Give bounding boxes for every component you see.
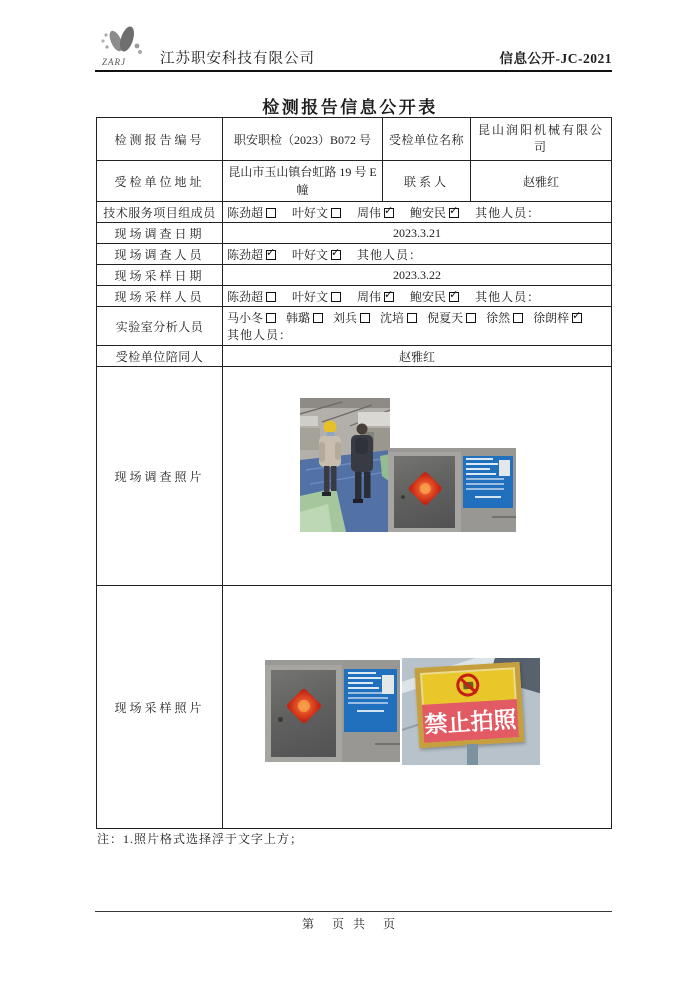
member-name: 陈劲超	[227, 247, 264, 262]
member	[357, 204, 394, 221]
unit-name-label: 受检单位名称	[383, 118, 471, 161]
table-row	[97, 346, 612, 367]
sampling-photo-no-photography-sign	[402, 658, 540, 765]
footnote: 注：1.照片格式选择浮于文字上方；	[97, 832, 304, 846]
door-glass	[394, 456, 455, 528]
sampling-staff-members	[223, 286, 612, 307]
member-name: 沈培	[380, 311, 405, 325]
door-handle	[278, 717, 283, 722]
checkbox-checked-icon	[572, 313, 582, 323]
tech-team-members	[223, 202, 612, 223]
sign-frame	[415, 662, 525, 749]
glass-door	[265, 665, 342, 762]
member	[333, 309, 370, 326]
checkbox-checked-icon	[449, 208, 459, 218]
wall-seam	[375, 743, 400, 745]
member-name: 马小冬	[227, 311, 264, 325]
member	[533, 309, 582, 326]
other-staff-label: 其他人员：	[475, 289, 541, 304]
checkbox-checked-icon	[266, 250, 276, 260]
unit-name-value: 昆山润阳机械有限公司	[471, 118, 612, 161]
member-name: 叶好文	[292, 247, 329, 262]
survey-photo-entrance-door	[388, 448, 516, 532]
member-name: 韩璐	[286, 311, 311, 325]
info-signboard	[344, 669, 396, 732]
disclosure-form-table	[96, 117, 612, 829]
table-row	[97, 265, 612, 286]
door-glass	[271, 670, 336, 757]
member-name: 周伟	[357, 289, 382, 304]
report-number-value: 职安职检（2023）B072 号	[223, 118, 383, 161]
checkbox-unchecked-icon	[466, 313, 476, 323]
fu-ornament	[408, 470, 443, 505]
footer-divider	[95, 911, 612, 912]
member	[227, 288, 276, 305]
prohibition-slash	[459, 678, 477, 695]
survey-photos-cell	[223, 367, 612, 586]
checkbox-unchecked-icon	[513, 313, 523, 323]
member	[227, 246, 276, 263]
survey-photo-factory-workers	[300, 398, 390, 532]
member	[227, 309, 276, 326]
other-staff-label: 其他人员：	[227, 328, 293, 342]
survey-photos-label: 现场调查照片	[97, 367, 223, 586]
page-number-text: 第 页 共 页	[301, 917, 398, 931]
checkbox-unchecked-icon	[331, 292, 341, 302]
checkbox-checked-icon	[384, 292, 394, 302]
member	[357, 288, 394, 305]
checkbox-checked-icon	[331, 250, 341, 260]
contact-value: 赵雅红	[471, 161, 612, 202]
sampling-staff-label: 现场采样人员	[97, 286, 223, 307]
logo-text: ZARJ	[102, 57, 126, 67]
checkbox-unchecked-icon	[313, 313, 323, 323]
table-row	[97, 161, 612, 202]
member	[486, 309, 523, 326]
table-row	[97, 286, 612, 307]
member	[380, 309, 417, 326]
lab-staff-line2	[227, 326, 607, 343]
checkbox-checked-icon	[384, 208, 394, 218]
lab-staff-members	[223, 307, 612, 346]
member-name: 徐朗梓	[533, 311, 570, 325]
table-row	[97, 118, 612, 161]
door-handle	[401, 495, 405, 499]
member-name: 鲍安民	[410, 289, 447, 304]
checkbox-unchecked-icon	[266, 208, 276, 218]
checkbox-unchecked-icon	[266, 292, 276, 302]
lab-staff-line1	[227, 309, 607, 326]
member	[292, 204, 341, 221]
member	[410, 288, 459, 305]
unit-address-label: 受检单位地址	[97, 161, 223, 202]
member-name: 叶好文	[292, 205, 329, 220]
wall-seam	[492, 516, 516, 518]
no-photography-text: 禁止拍照	[423, 707, 518, 739]
sign-pole	[467, 744, 478, 765]
glass-door	[388, 452, 461, 532]
wall	[342, 660, 400, 762]
checkbox-checked-icon	[449, 292, 459, 302]
header-divider	[95, 70, 612, 72]
member	[227, 204, 276, 221]
checkbox-unchecked-icon	[331, 208, 341, 218]
page-title: 检测报告信息公开表	[262, 98, 438, 117]
member	[292, 246, 341, 263]
document-code: 信息公开-JC-2021	[499, 51, 612, 66]
member	[292, 288, 341, 305]
member-name: 鲍安民	[410, 205, 447, 220]
sampling-photo-entrance-door	[265, 660, 400, 762]
checkbox-unchecked-icon	[360, 313, 370, 323]
lab-staff-label: 实验室分析人员	[97, 307, 223, 346]
no-camera-icon	[456, 674, 480, 698]
member-name: 陈劲超	[227, 289, 264, 304]
other-staff-label: 其他人员：	[357, 247, 423, 262]
survey-staff-label: 现场调查人员	[97, 244, 223, 265]
wall	[461, 448, 516, 532]
table-row	[97, 202, 612, 223]
checkbox-unchecked-icon	[407, 313, 417, 323]
tech-team-label: 技术服务项目组成员	[97, 202, 223, 223]
sign-text-band	[422, 699, 519, 743]
survey-staff-members	[223, 244, 612, 265]
survey-date-value: 2023.3.21	[223, 223, 612, 244]
company-logo	[94, 26, 156, 70]
sign-photo-card	[499, 460, 510, 476]
member-name: 刘兵	[333, 311, 358, 325]
other-staff-label: 其他人员：	[475, 205, 541, 220]
table-row	[97, 367, 612, 586]
table-row	[97, 244, 612, 265]
sign-photo-card	[382, 675, 393, 694]
escort-value: 赵雅红	[223, 346, 612, 367]
sampling-date-value: 2023.3.22	[223, 265, 612, 286]
contact-label: 联系人	[383, 161, 471, 202]
checkbox-unchecked-icon	[266, 313, 276, 323]
member-name: 陈劲超	[227, 205, 264, 220]
sampling-photos-cell	[223, 586, 612, 829]
table-row	[97, 586, 612, 829]
member	[427, 309, 476, 326]
member-name: 徐然	[486, 311, 511, 325]
fu-ornament	[286, 688, 323, 725]
member-name: 倪夏天	[427, 311, 464, 325]
unit-address-value: 昆山市玉山镇台虹路 19 号 E幢	[223, 161, 383, 202]
table-row	[97, 223, 612, 244]
table-row	[97, 307, 612, 346]
escort-label: 受检单位陪同人	[97, 346, 223, 367]
member-name: 叶好文	[292, 289, 329, 304]
sampling-date-label: 现场采样日期	[97, 265, 223, 286]
info-signboard	[463, 456, 513, 508]
sampling-photos-label: 现场采样照片	[97, 586, 223, 829]
member-name: 周伟	[357, 205, 382, 220]
member	[286, 309, 323, 326]
company-name: 江苏职安科技有限公司	[160, 51, 315, 67]
report-number-label: 检测报告编号	[97, 118, 223, 161]
survey-date-label: 现场调查日期	[97, 223, 223, 244]
member	[410, 204, 459, 221]
